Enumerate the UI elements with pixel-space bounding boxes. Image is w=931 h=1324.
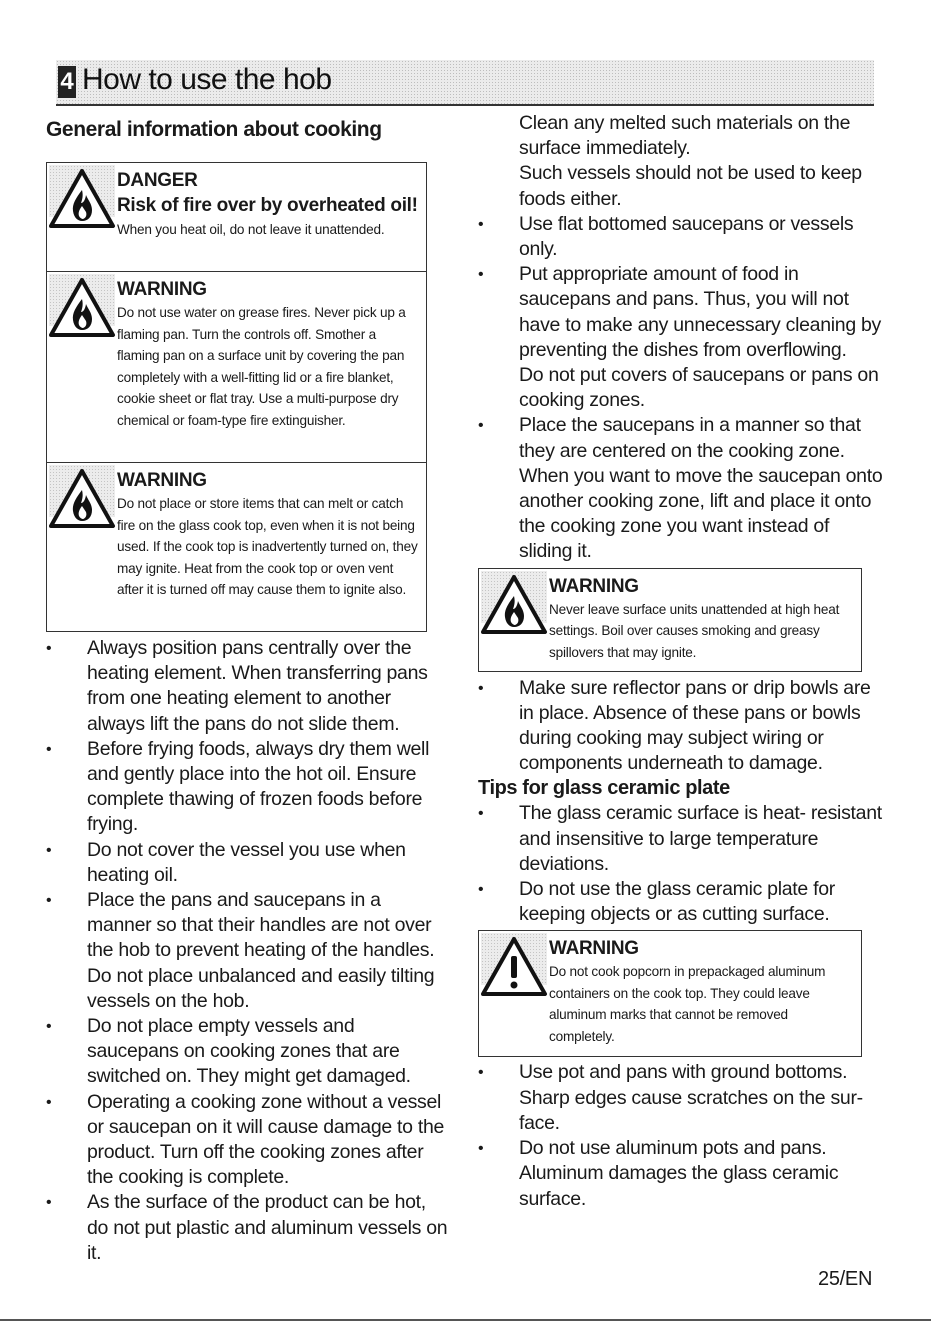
warning-box-popcorn <box>478 930 862 1057</box>
right-column <box>478 111 884 1212</box>
fire-warning-icon <box>48 277 116 339</box>
left-column <box>46 118 450 1266</box>
list-item: • Place the saucepans in a manner so that they are centered on the cooking zone. When you want to move the saucepan onto another cooking zone, lift and place it onto the cooking zone you want instead of sliding it. <box>478 413 884 564</box>
list-item: • Use pot and pans with ground bottoms. Sharp edges cause scratches on the sur-face. <box>478 1060 884 1136</box>
warning-text: Never leave surface units unattended at high heat settings. Boil over causes smoking and greasy spillovers that may ignite. <box>549 601 840 660</box>
warning-box-melt <box>46 463 427 632</box>
list-item: • Do not place empty vessels and saucepans on cooking zones that are switched on. They might get damaged. <box>46 1014 450 1090</box>
warning-title: WARNING <box>117 470 207 491</box>
list-item: • The glass ceramic surface is heat- resistant and insensitive to large temperature deviations. <box>478 801 884 877</box>
bottom-divider <box>0 1319 931 1321</box>
continued-text: Such vessels should not be used to keep foods either. <box>519 162 862 210</box>
warning-text: Do not cook popcorn in prepackaged aluminum containers on the cook top. They could leave aluminum marks that cannot be removed completely. <box>549 964 826 1044</box>
warning-text: Do not use water on grease fires. Never pick up a flaming pan. Turn the controls off. Smother a flaming pan on a surface unit by covering the pan completely with a well-fitting lid or a fire blanket, cookie sheet or flat tray. Use a multi-purpose dry chemical or foam-type fire extinguisher. <box>117 305 406 428</box>
list-item: • Make sure reflector pans or drip bowls are in place. Absence of these pans or bowls during cooking may subject wiring or components underneath to damage. <box>478 676 884 777</box>
chapter-header <box>56 60 874 106</box>
list-item: • Do not use aluminum pots and pans. Aluminum damages the glass ceramic surface. <box>478 1136 884 1212</box>
left-bullet-list <box>46 636 450 1266</box>
warning-group <box>46 162 427 632</box>
list-item: • Before frying foods, always dry them well and gently place into the hot oil. Ensure complete thawing of frozen foods before frying. <box>46 737 450 838</box>
right-bullet-list <box>478 676 884 777</box>
warning-title: WARNING <box>117 279 207 300</box>
warning-box-grease-fire <box>46 272 427 463</box>
list-item-extra: Do not put covers of saucepans or pans on cooking zones. <box>519 364 879 412</box>
danger-box <box>46 162 427 272</box>
right-bullet-list <box>478 801 884 927</box>
list-item: • Place the pans and saucepans in a manner so that their handles are not over the hob to prevent heating of the handles. Do not place unbalanced and easily tilting vessels on the hob. <box>46 888 450 1014</box>
danger-text: When you heat oil, do not leave it unattended. <box>117 222 385 237</box>
page-number: 25/EN <box>818 1268 873 1290</box>
list-item: • Always position pans centrally over the heating element. When transferring pans from one heating element to another always lift the pans do not slide them. <box>46 636 450 737</box>
danger-subtitle: Risk of fire over by overheated oil! <box>117 195 418 216</box>
fire-warning-icon <box>480 574 548 636</box>
danger-title: DANGER <box>117 170 198 191</box>
list-item: • Use flat bottomed saucepans or vessels only. <box>478 212 884 262</box>
section-heading: Tips for glass ceramic plate <box>478 777 730 800</box>
section-heading: General information about cooking <box>46 118 382 141</box>
list-item: • Do not use the glass ceramic plate for keeping objects or as cutting surface. <box>478 877 884 927</box>
warning-box-unattended <box>478 568 862 672</box>
list-item: • Do not cover the vessel you use when heating oil. <box>46 838 450 888</box>
chapter-title: How to use the hob <box>82 63 332 96</box>
list-item: • Operating a cooking zone without a vessel or saucepan on it will cause damage to the product. Turn off the cooking zones after the cooking is complete. <box>46 1090 450 1191</box>
chapter-number: 4 <box>58 66 76 98</box>
right-bullet-list <box>478 1060 884 1211</box>
list-item: • Put appropriate amount of food in saucepans and pans. Thus, you will not have to make any unnecessary cleaning by preventing the dishes from overflowing. Do not put covers of saucepans or pans on cooking zones. <box>478 262 884 413</box>
fire-warning-icon <box>48 168 116 230</box>
warning-text: Do not place or store items that can melt or catch fire on the glass cook top, even when it is not being used. If the cook top is inadvertently turned on, they may ignite. Heat from the cook top or oven vent after it is turned off may cause them to ignite also. <box>117 496 418 597</box>
warning-title: WARNING <box>549 938 639 960</box>
fire-warning-icon <box>48 468 116 530</box>
exclamation-warning-icon <box>480 936 548 998</box>
list-item: • As the surface of the product can be hot, do not put plastic and aluminum vessels on it. <box>46 1190 450 1266</box>
right-bullet-list <box>478 212 884 565</box>
warning-title: WARNING <box>549 575 639 597</box>
continued-text: Clean any melted such materials on the surface immediately. <box>519 112 851 160</box>
